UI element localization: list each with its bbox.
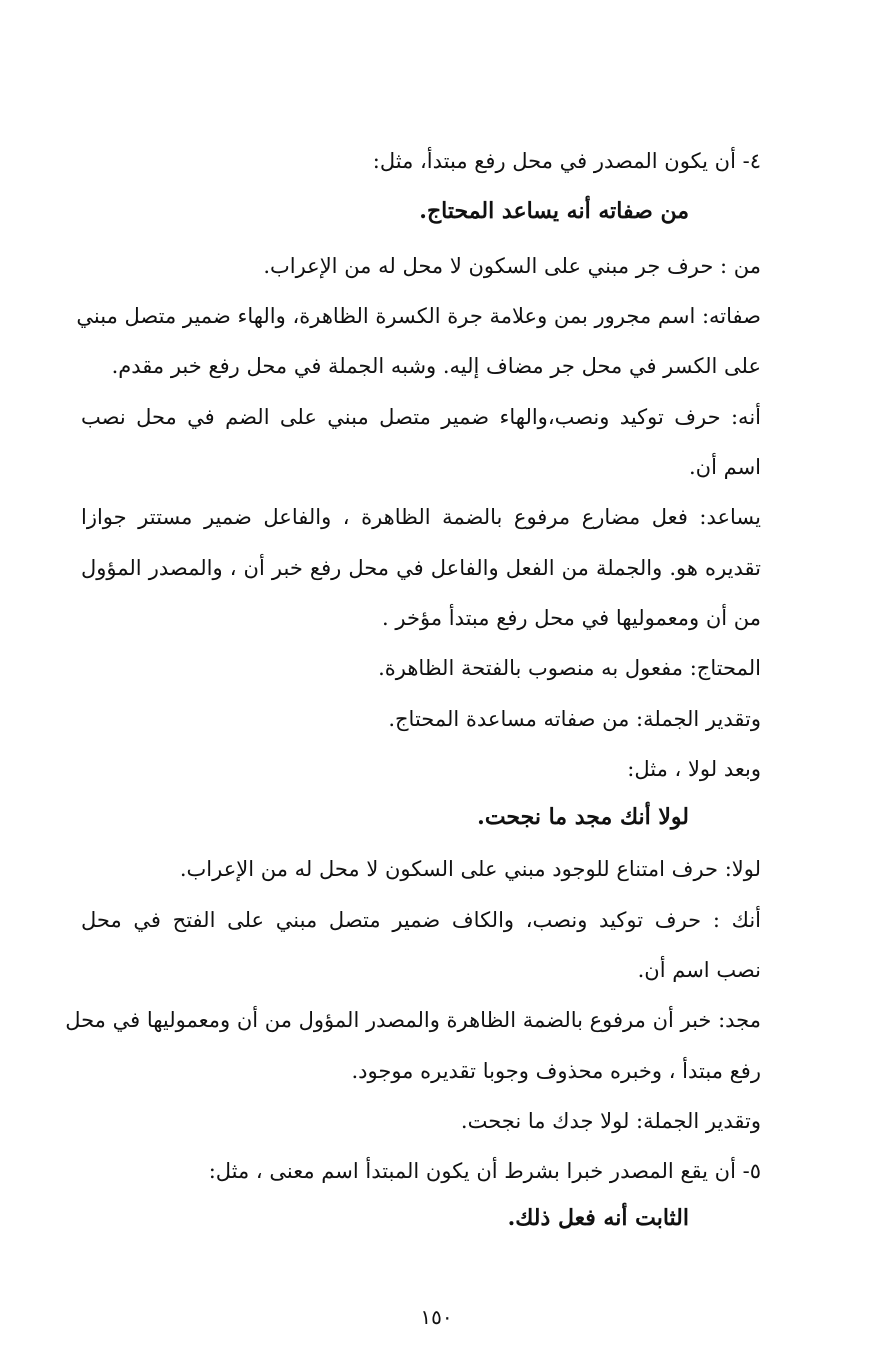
parse-line-annahu-cont: اسم أن.: [688, 455, 761, 479]
section-4-heading: ٤- أن يكون المصدر في محل رفع مبتدأ، مثل:: [372, 149, 761, 173]
parse-line-annaka: أنك : حرف توكيد ونصب، والكاف ضمير متصل مبني على الفتح في محل: [81, 908, 761, 932]
example-sentence-1: من صفاته أنه يساعد المحتاج.: [419, 198, 689, 224]
parse-line-sifatuh-cont: على الكسر في محل جر مضاف إليه. وشبه الجملة في محل رفع خبر مقدم.: [111, 354, 761, 378]
parse-line-min: من : حرف جر مبني على السكون لا محل له من الإعراب.: [263, 254, 761, 278]
after-lawla-intro: وبعد لولا ، مثل:: [627, 757, 761, 781]
parse-line-yusaid-cont: تقديره هو. والجملة من الفعل والفاعل في محل رفع خبر أن ، والمصدر المؤول: [81, 556, 761, 580]
example-sentence-2: لولا أنك مجد ما نجحت.: [477, 804, 689, 830]
section-5-heading: ٥- أن يقع المصدر خبرا بشرط أن يكون المبتدأ اسم معنى ، مثل:: [208, 1159, 761, 1183]
example-sentence-3: الثابت أنه فعل ذلك.: [507, 1205, 689, 1231]
parse-line-mujid: مجد: خبر أن مرفوع بالضمة الظاهرة والمصدر المؤول من أن ومعموليها في محل: [65, 1008, 761, 1032]
parse-line-lawla: لولا: حرف امتناع للوجود مبني على السكون لا محل له من الإعراب.: [179, 857, 761, 881]
parse-line-sifatuh: صفاته: اسم مجرور بمن وعلامة جرة الكسرة الظاهرة، والهاء ضمير متصل مبني: [76, 304, 761, 328]
parse-line-yusaid-cont-2: من أن ومعموليها في محل رفع مبتدأ مؤخر .: [382, 606, 761, 630]
sentence-estimate-2: وتقدير الجملة: لولا جدك ما نجحت.: [460, 1109, 761, 1133]
page-number: ١٥٠: [420, 1305, 453, 1329]
parse-line-yusaid: يساعد: فعل مضارع مرفوع بالضمة الظاهرة ، والفاعل ضمير مستتر جوازا: [81, 505, 761, 529]
parse-line-annaka-cont: نصب اسم أن.: [637, 958, 761, 982]
sentence-estimate-1: وتقدير الجملة: من صفاته مساعدة المحتاج.: [388, 707, 761, 731]
parse-line-almuhtaj: المحتاج: مفعول به منصوب بالفتحة الظاهرة.: [378, 656, 761, 680]
parse-line-annahu: أنه: حرف توكيد ونصب،والهاء ضمير متصل مبني على الضم في محل نصب: [81, 405, 761, 429]
parse-line-mujid-cont: رفع مبتدأ ، وخبره محذوف وجوبا تقديره موجود.: [351, 1059, 761, 1083]
